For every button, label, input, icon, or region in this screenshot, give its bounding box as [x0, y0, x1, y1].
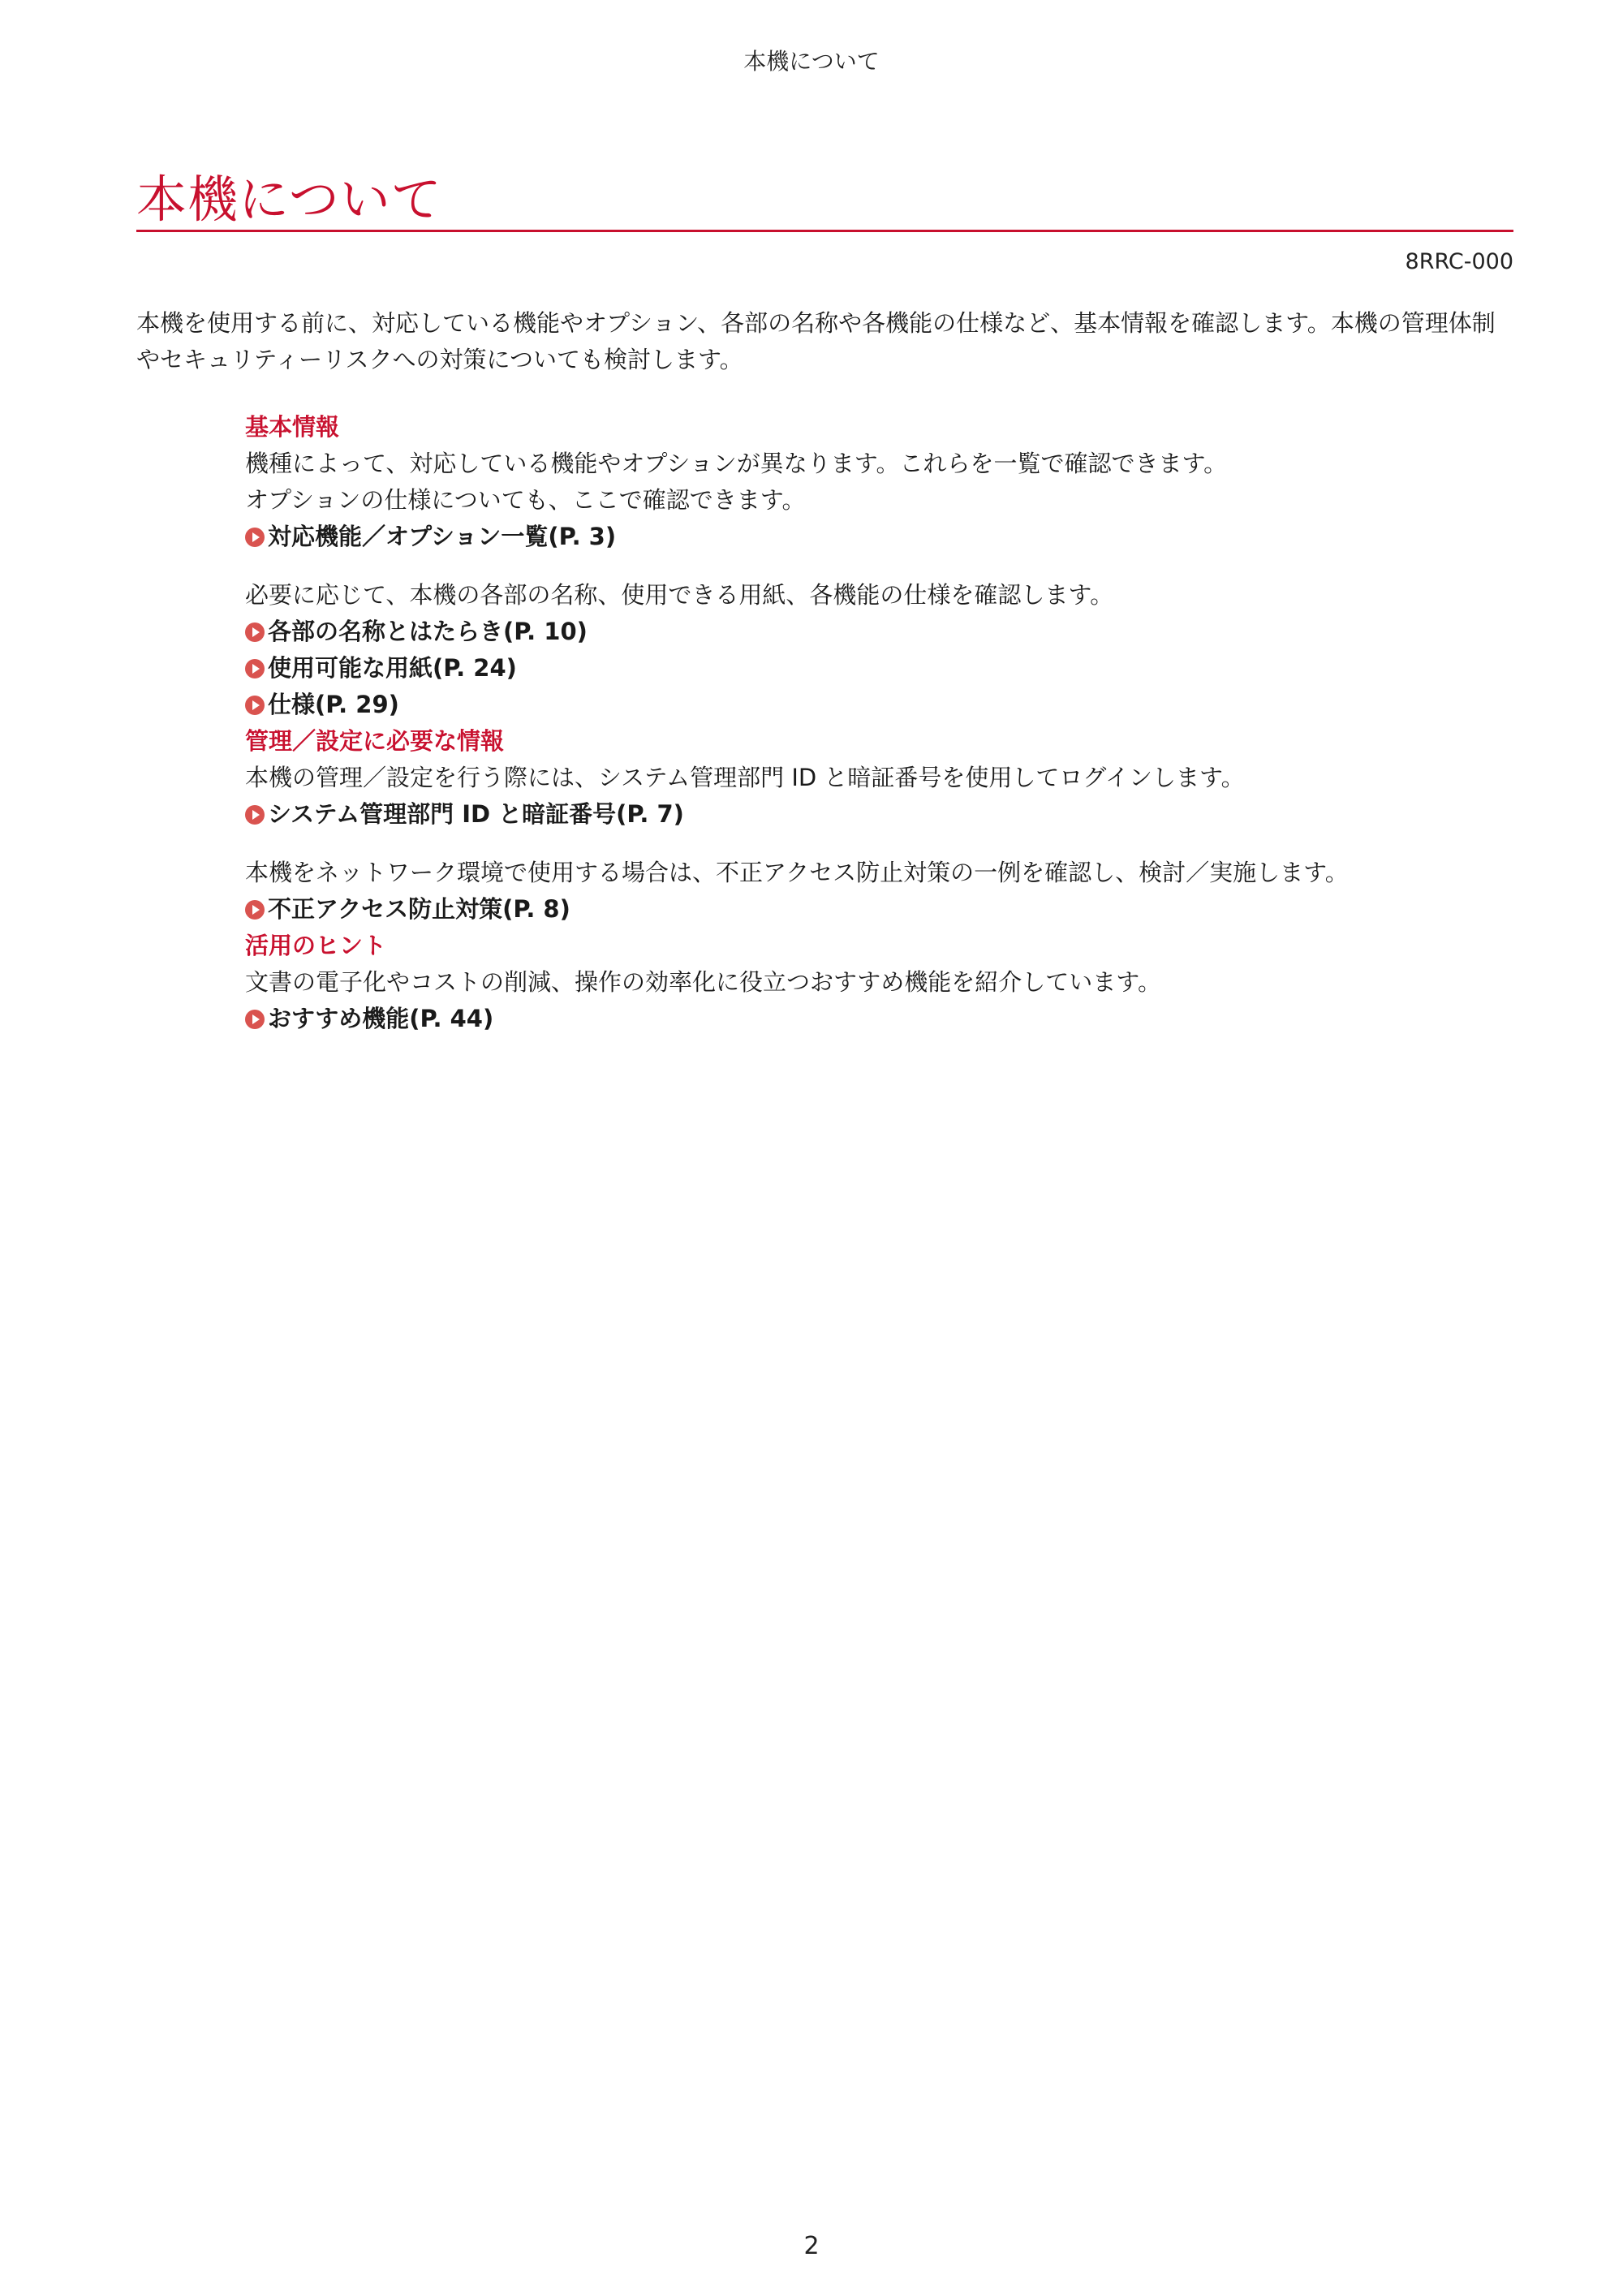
link-parts-and-functions[interactable]	[245, 614, 1511, 650]
admin-text-1: 本機の管理／設定を行う際には、システム管理部門 ID と暗証番号を使用してログインします。	[245, 764, 1245, 791]
content-body	[245, 409, 1511, 1037]
page-number: 2	[803, 2232, 820, 2260]
link-label: 不正アクセス防止対策(P. 8)	[268, 895, 570, 923]
arrow-circle-right-icon	[245, 528, 265, 547]
link-system-manager-id[interactable]	[245, 796, 1511, 833]
link-available-paper[interactable]	[245, 650, 1511, 687]
link-label: 各部の名称とはたらき(P. 10)	[268, 618, 588, 645]
link-unauthorized-access-prevention[interactable]	[245, 891, 1511, 928]
document-code: 8RRC-000	[1405, 249, 1513, 274]
link-specifications[interactable]	[245, 687, 1511, 723]
spacer	[245, 833, 1511, 855]
running-header: 本機について	[743, 48, 880, 75]
link-label: システム管理部門 ID と暗証番号(P. 7)	[268, 800, 684, 828]
intro-paragraph: 本機を使用する前に、対応している機能やオプション、各部の名称や各機能の仕様など、基本情報を確認します。本機の管理体制やセキュリティーリスクへの対策についても検討します。	[136, 309, 1496, 373]
arrow-circle-right-icon	[245, 622, 265, 642]
link-recommended-functions[interactable]	[245, 1001, 1511, 1037]
link-label: 対応機能／オプション一覧(P. 3)	[268, 523, 617, 550]
basic-info-text-line2: オプションの仕様についても、ここで確認できます。	[245, 486, 806, 514]
link-label: おすすめ機能(P. 44)	[268, 1005, 494, 1032]
basic-info-text-line1: 機種によって、対応している機能やオプションが異なります。これらを一覧で確認できます。	[245, 450, 1228, 477]
arrow-circle-right-icon	[245, 1010, 265, 1029]
link-label: 使用可能な用紙(P. 24)	[268, 654, 517, 682]
arrow-circle-right-icon	[245, 900, 265, 920]
basic-info-text-2: 必要に応じて、本機の各部の名称、使用できる用紙、各機能の仕様を確認します。	[245, 581, 1114, 609]
link-supported-functions[interactable]	[245, 519, 1511, 555]
arrow-circle-right-icon	[245, 696, 265, 715]
page-title: 本機について	[136, 170, 442, 229]
section-heading-hints: 活用のヒント	[245, 932, 387, 959]
arrow-circle-right-icon	[245, 659, 265, 678]
link-label: 仕様(P. 29)	[268, 691, 399, 718]
title-divider	[136, 230, 1513, 232]
arrow-circle-right-icon	[245, 805, 265, 825]
section-heading-admin: 管理／設定に必要な情報	[245, 727, 505, 755]
section-heading-basic-info: 基本情報	[245, 413, 340, 441]
spacer	[245, 555, 1511, 577]
admin-text-2: 本機をネットワーク環境で使用する場合は、不正アクセス防止対策の一例を確認し、検討／実施します。	[245, 859, 1349, 886]
hints-text: 文書の電子化やコストの削減、操作の効率化に役立つおすすめ機能を紹介しています。	[245, 968, 1161, 996]
